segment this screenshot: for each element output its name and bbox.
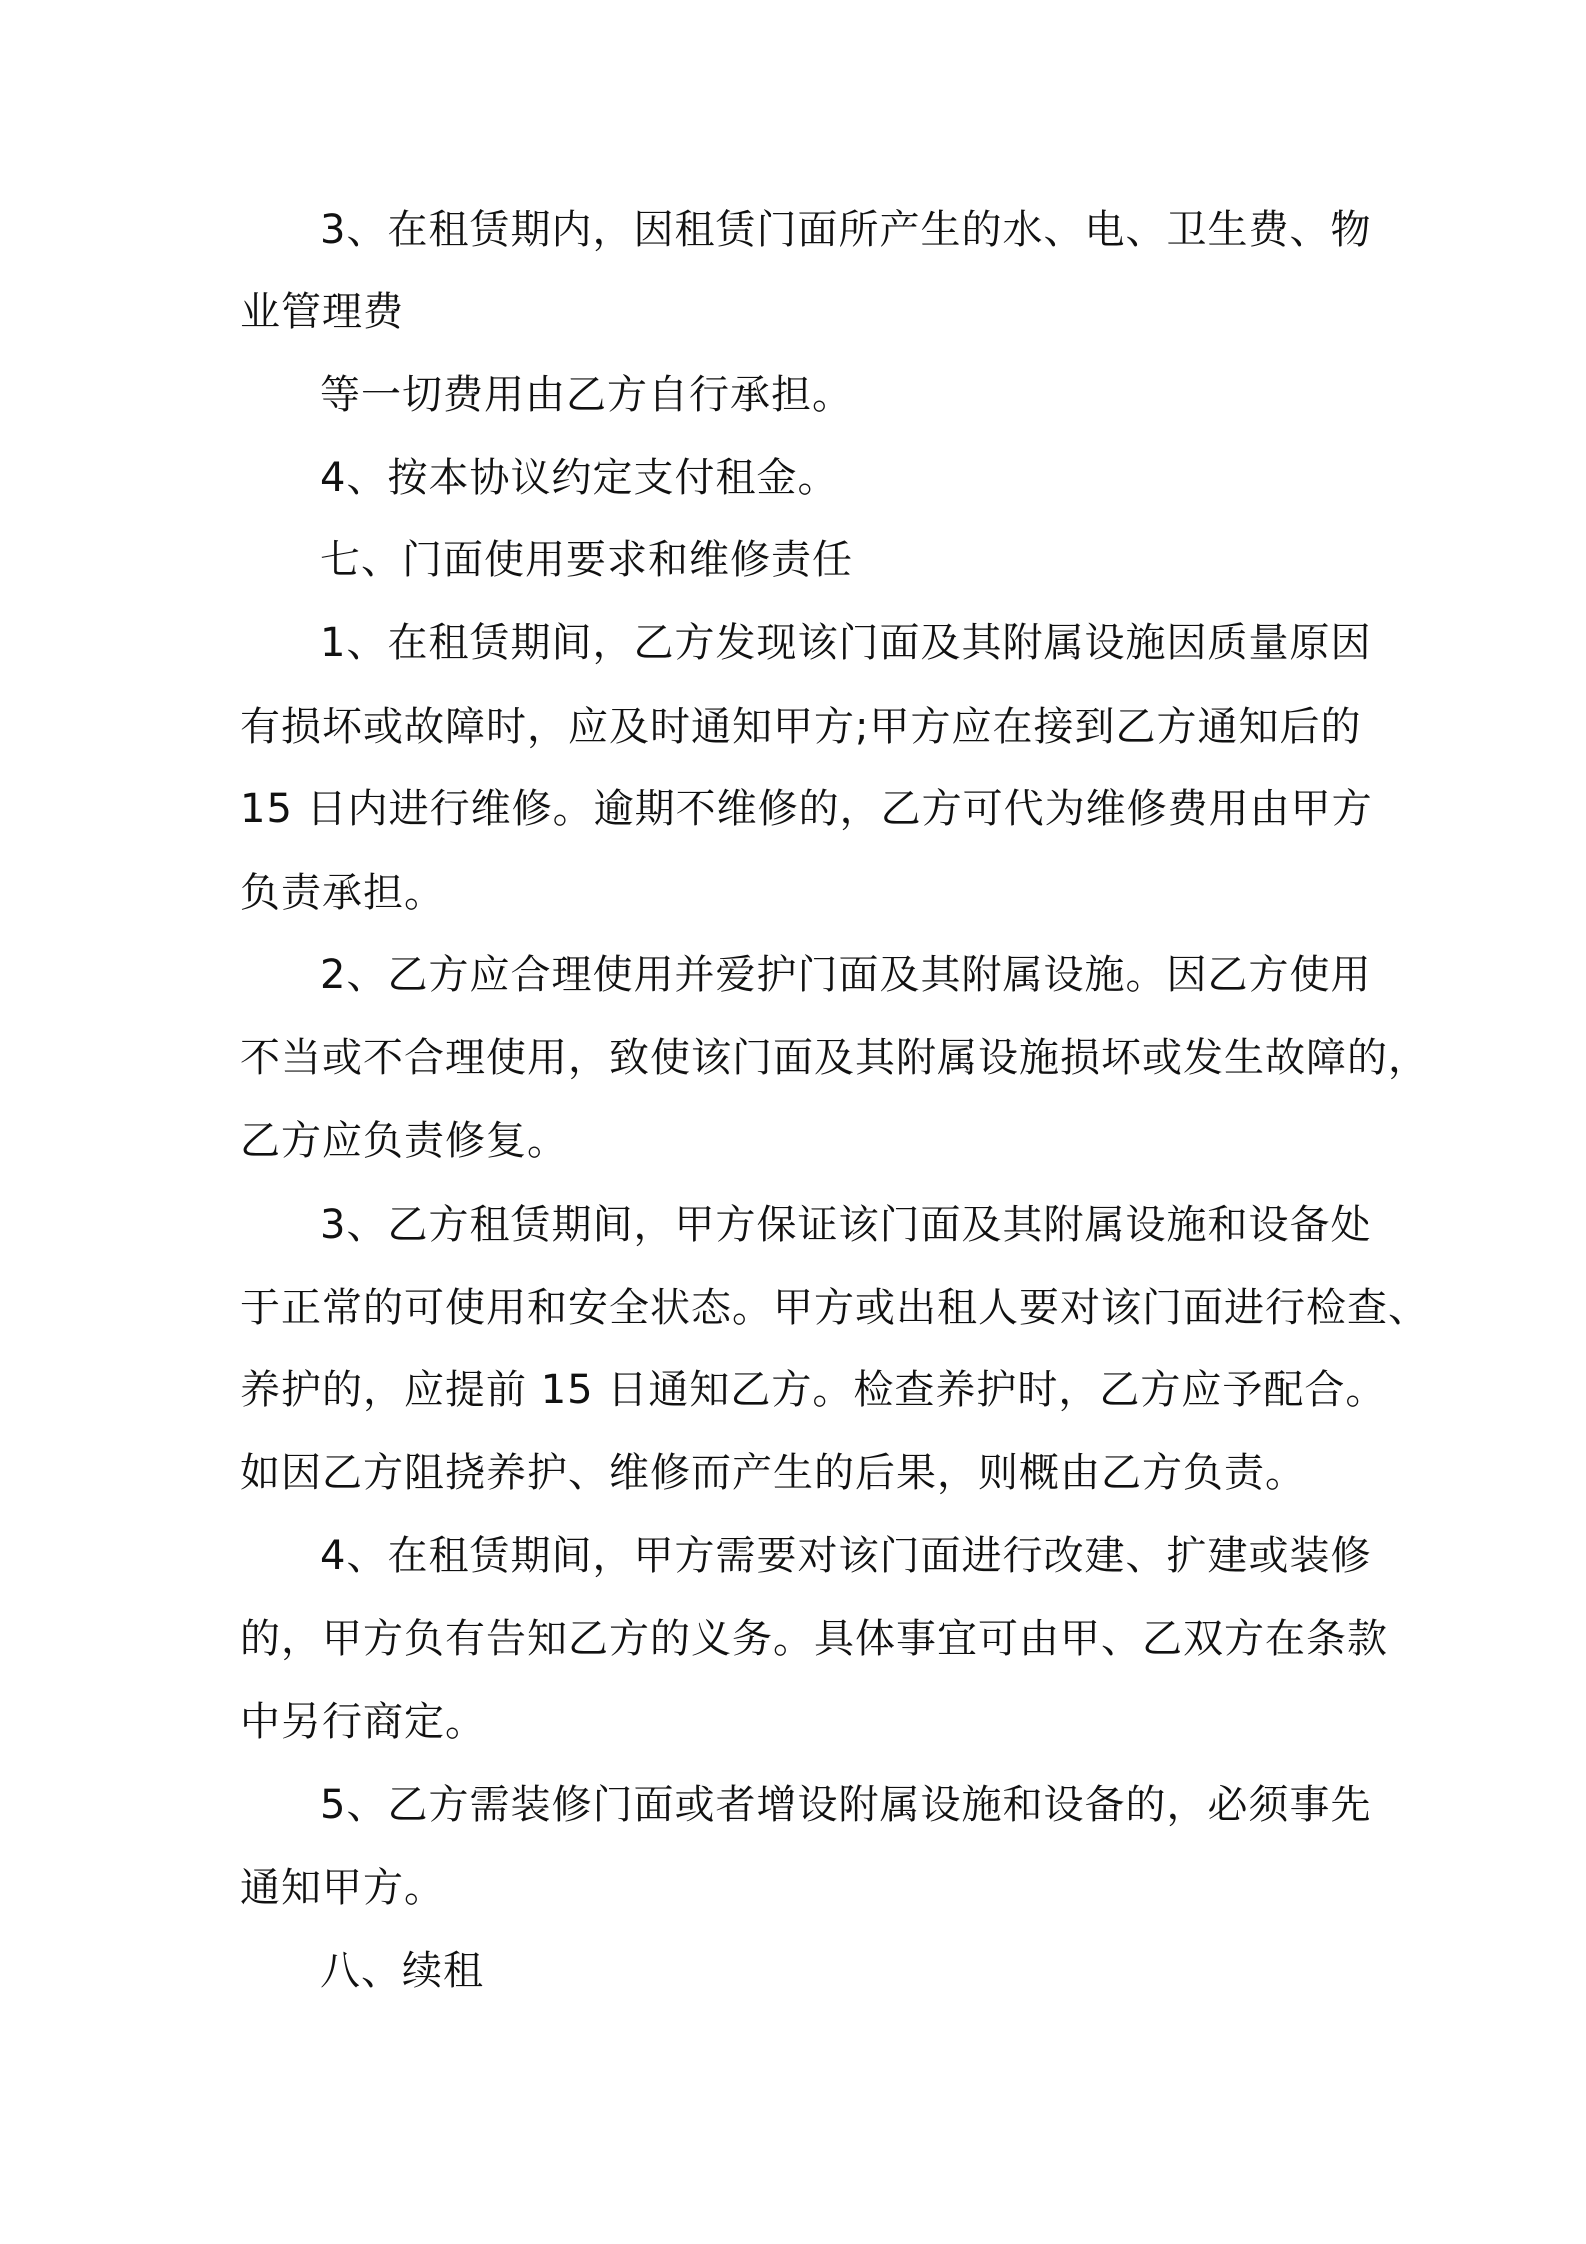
clause-7-3-line-3: 养护的，应提前 15 日通知乙方。检查养护时，乙方应予配合。: [240, 1367, 1387, 1413]
clause-7-1-line-4: 负责承担。: [240, 870, 445, 916]
clause-6-4: 4、按本协议约定支付租金。: [320, 455, 839, 501]
clause-7-1-line-3: 15 日内进行维修。逾期不维修的，乙方可代为维修费用由甲方: [240, 786, 1373, 832]
clause-7-2-line-2: 不当或不合理使用，致使该门面及其附属设施损坏或发生故障的，: [240, 1035, 1429, 1081]
clause-7-1-line-2: 有损坏或故障时，应及时通知甲方;甲方应在接到乙方通知后的: [240, 704, 1362, 750]
section-8-heading: 八、续租: [320, 1948, 484, 1994]
clause-7-2-line-3: 乙方应负责修复。: [240, 1118, 568, 1164]
clause-7-5-line-1: 5、乙方需装修门面或者增设附属设施和设备的，必须事先: [320, 1782, 1372, 1828]
clause-7-2-line-1: 2、乙方应合理使用并爱护门面及其附属设施。因乙方使用: [320, 952, 1372, 998]
clause-7-1-line-1: 1、在租赁期间，乙方发现该门面及其附属设施因质量原因: [320, 620, 1372, 666]
section-7-heading: 七、门面使用要求和维修责任: [320, 537, 853, 583]
clause-7-3-line-2: 于正常的可使用和安全状态。甲方或出租人要对该门面进行检查、: [240, 1285, 1429, 1331]
clause-7-5-line-2: 通知甲方。: [240, 1865, 445, 1911]
clause-7-4-line-1: 4、在租赁期间，甲方需要对该门面进行改建、扩建或装修: [320, 1533, 1372, 1579]
clause-7-3-line-4: 如因乙方阻挠养护、维修而产生的后果，则概由乙方负责。: [240, 1450, 1306, 1496]
clause-7-3-line-1: 3、乙方租赁期间，甲方保证该门面及其附属设施和设备处: [320, 1202, 1372, 1248]
clause-6-3-line-2: 业管理费: [240, 289, 404, 335]
clause-7-4-line-2: 的，甲方负有告知乙方的义务。具体事宜可由甲、乙双方在条款: [240, 1616, 1388, 1662]
clause-6-3-line-1: 3、在租赁期内，因租赁门面所产生的水、电、卫生费、物: [320, 207, 1372, 253]
clause-7-4-line-3: 中另行商定。: [240, 1699, 486, 1745]
clause-6-3-line-3: 等一切费用由乙方自行承担。: [320, 372, 853, 418]
